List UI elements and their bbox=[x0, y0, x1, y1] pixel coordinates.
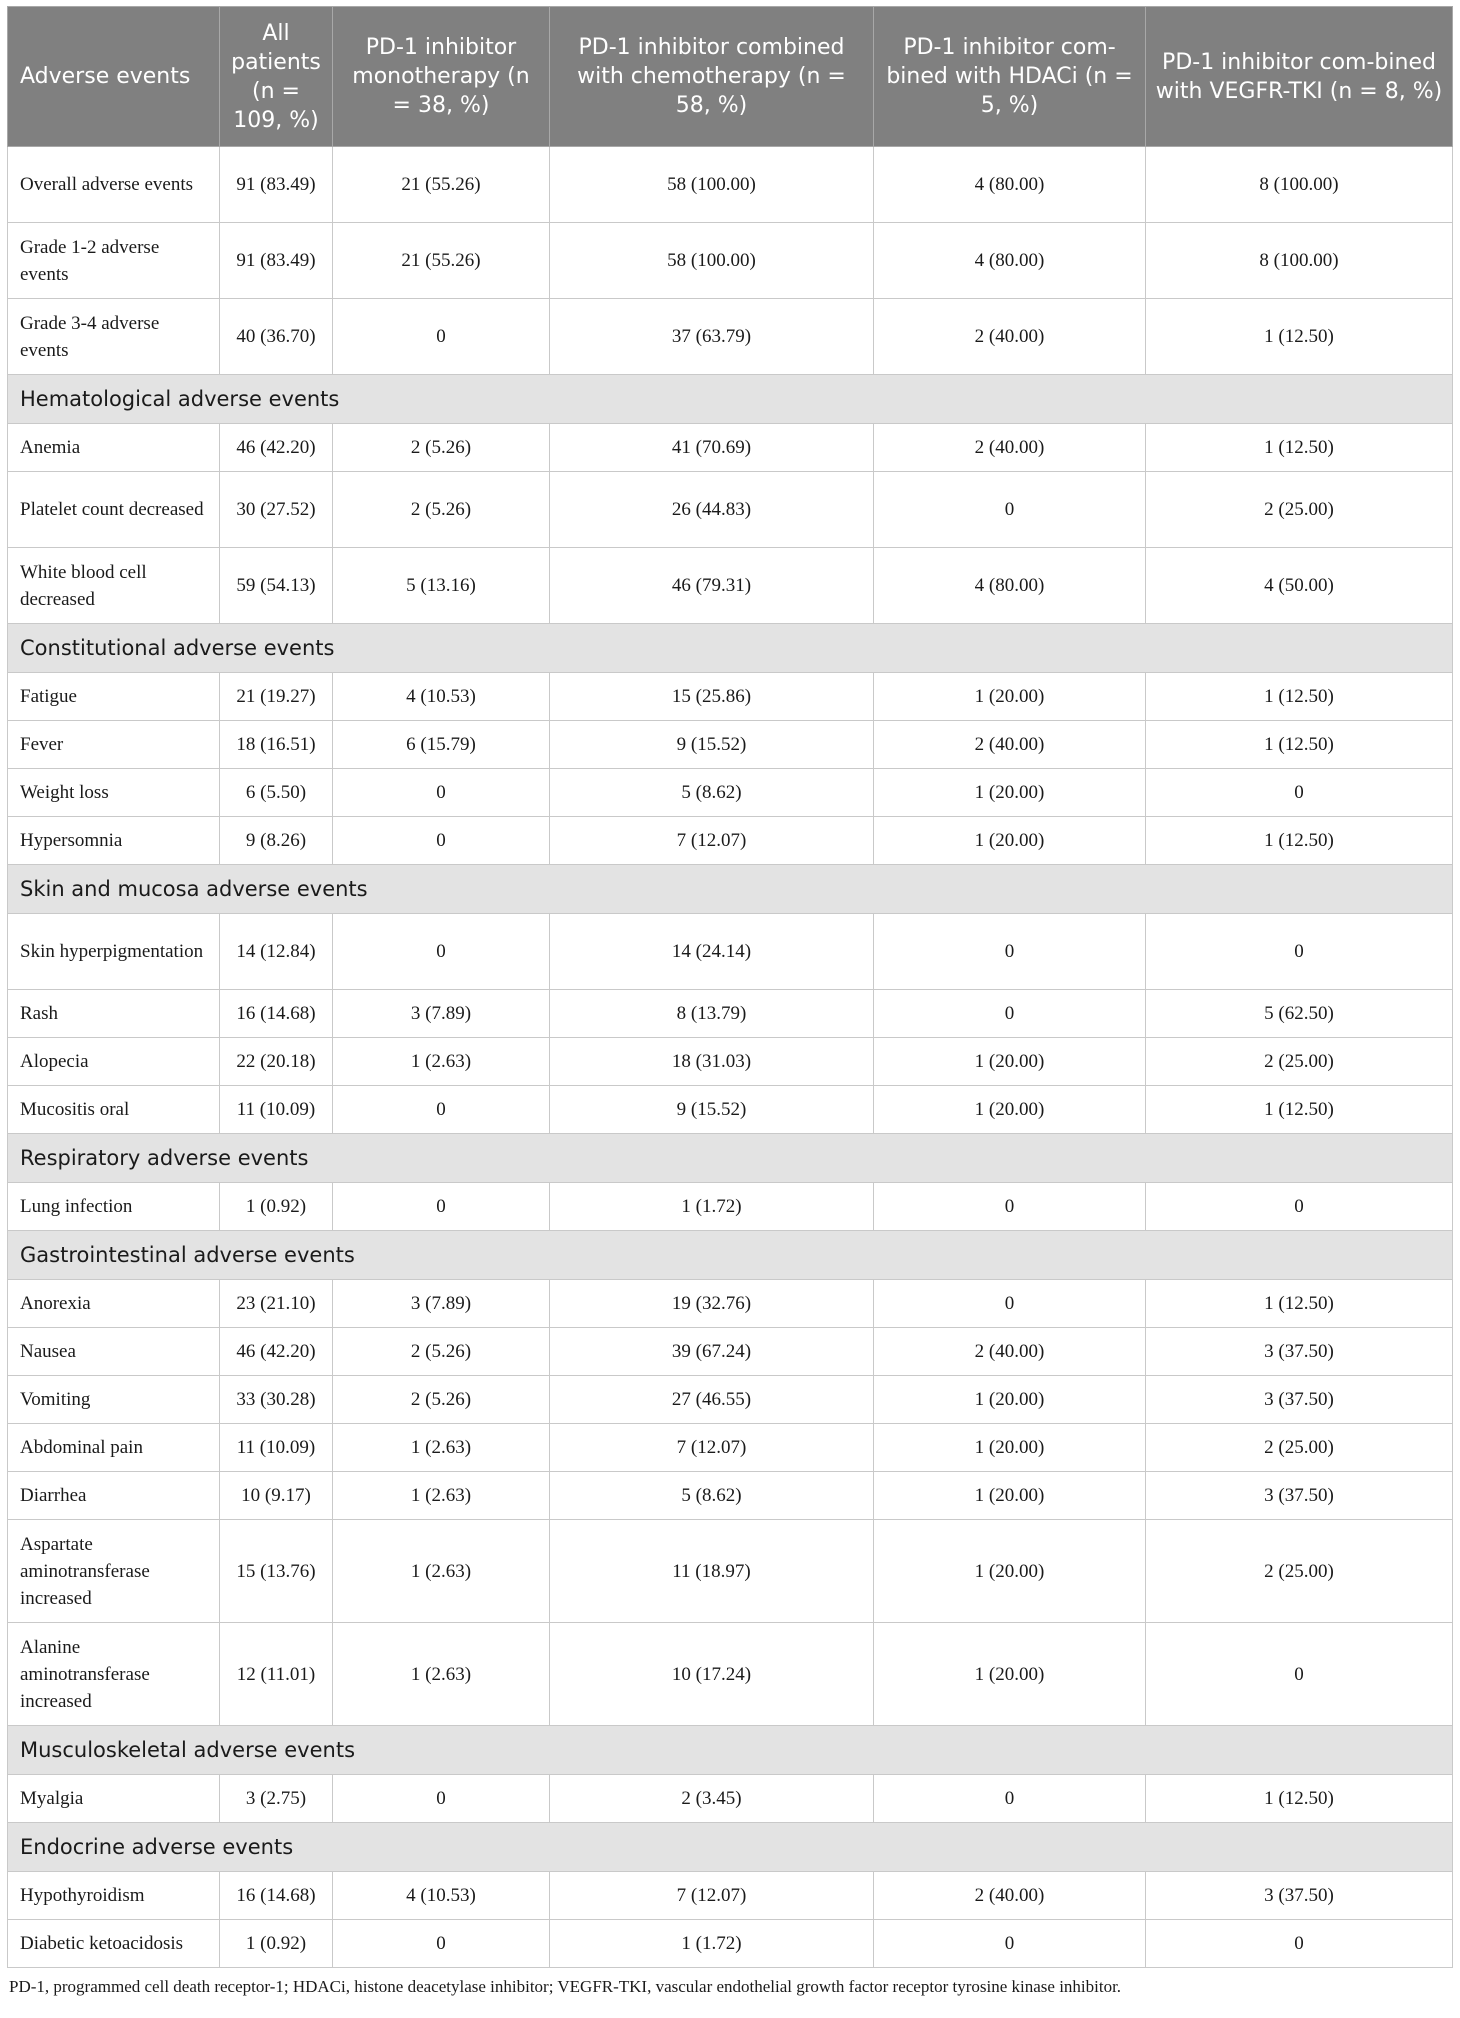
monotherapy-cell: 0 bbox=[333, 1086, 550, 1134]
chemotherapy-cell: 58 (100.00) bbox=[550, 223, 874, 299]
event-label-cell: Aspartate aminotransferase increased bbox=[8, 1520, 220, 1623]
table-row bbox=[8, 1280, 1453, 1328]
monotherapy-cell: 21 (55.26) bbox=[333, 147, 550, 223]
event-label-cell: Anorexia bbox=[8, 1280, 220, 1328]
table-row bbox=[8, 548, 1453, 624]
chemotherapy-cell: 7 (12.07) bbox=[550, 1424, 874, 1472]
hdaci-cell: 4 (80.00) bbox=[874, 223, 1146, 299]
monotherapy-cell: 3 (7.89) bbox=[333, 1280, 550, 1328]
hdaci-cell: 4 (80.00) bbox=[874, 147, 1146, 223]
table-row bbox=[8, 1424, 1453, 1472]
hdaci-cell: 2 (40.00) bbox=[874, 1328, 1146, 1376]
table-row bbox=[8, 147, 1453, 223]
vegfr-tki-cell: 3 (37.50) bbox=[1146, 1376, 1453, 1424]
monotherapy-cell: 3 (7.89) bbox=[333, 990, 550, 1038]
event-label-cell: Hypothyroidism bbox=[8, 1872, 220, 1920]
section-header-row bbox=[8, 624, 1453, 673]
chemotherapy-cell: 46 (79.31) bbox=[550, 548, 874, 624]
hdaci-cell: 1 (20.00) bbox=[874, 769, 1146, 817]
vegfr-tki-cell: 2 (25.00) bbox=[1146, 1520, 1453, 1623]
hdaci-cell: 1 (20.00) bbox=[874, 1623, 1146, 1726]
monotherapy-cell: 0 bbox=[333, 914, 550, 990]
table-row bbox=[8, 1038, 1453, 1086]
table-row bbox=[8, 1376, 1453, 1424]
hdaci-cell: 4 (80.00) bbox=[874, 548, 1146, 624]
event-label-cell: Grade 3-4 adverse events bbox=[8, 299, 220, 375]
hdaci-cell: 2 (40.00) bbox=[874, 1872, 1146, 1920]
monotherapy-cell: 1 (2.63) bbox=[333, 1623, 550, 1726]
table-row bbox=[8, 817, 1453, 865]
table-row bbox=[8, 1920, 1453, 1968]
hdaci-cell: 1 (20.00) bbox=[874, 1520, 1146, 1623]
section-label: Constitutional adverse events bbox=[8, 624, 1453, 673]
chemotherapy-cell: 5 (8.62) bbox=[550, 769, 874, 817]
hdaci-cell: 0 bbox=[874, 472, 1146, 548]
vegfr-tki-cell: 2 (25.00) bbox=[1146, 1424, 1453, 1472]
hdaci-cell: 1 (20.00) bbox=[874, 1038, 1146, 1086]
all-patients-cell: 9 (8.26) bbox=[220, 817, 333, 865]
all-patients-cell: 6 (5.50) bbox=[220, 769, 333, 817]
table-row bbox=[8, 299, 1453, 375]
hdaci-cell: 0 bbox=[874, 914, 1146, 990]
all-patients-cell: 3 (2.75) bbox=[220, 1775, 333, 1823]
vegfr-tki-cell: 1 (12.50) bbox=[1146, 817, 1453, 865]
chemotherapy-cell: 7 (12.07) bbox=[550, 817, 874, 865]
monotherapy-cell: 0 bbox=[333, 1920, 550, 1968]
monotherapy-cell: 2 (5.26) bbox=[333, 472, 550, 548]
table-row bbox=[8, 990, 1453, 1038]
section-header-row bbox=[8, 1726, 1453, 1775]
table-body bbox=[8, 147, 1453, 1968]
table-header-row bbox=[8, 7, 1453, 147]
hdaci-cell: 2 (40.00) bbox=[874, 299, 1146, 375]
table-row bbox=[8, 1328, 1453, 1376]
vegfr-tki-cell: 3 (37.50) bbox=[1146, 1872, 1453, 1920]
all-patients-cell: 10 (9.17) bbox=[220, 1472, 333, 1520]
event-label-cell: Skin hyperpigmentation bbox=[8, 914, 220, 990]
event-label-cell: Platelet count decreased bbox=[8, 472, 220, 548]
section-label: Musculoskeletal adverse events bbox=[8, 1726, 1453, 1775]
monotherapy-cell: 1 (2.63) bbox=[333, 1424, 550, 1472]
header-chemotherapy: PD-1 inhibitor combined with chemotherapy (n = 58, %) bbox=[550, 7, 874, 147]
event-label-cell: Fever bbox=[8, 721, 220, 769]
all-patients-cell: 21 (19.27) bbox=[220, 673, 333, 721]
event-label-cell: Grade 1-2 adverse events bbox=[8, 223, 220, 299]
all-patients-cell: 40 (36.70) bbox=[220, 299, 333, 375]
header-hdaci: PD-1 inhibitor com-bined with HDACi (n = 5, %) bbox=[874, 7, 1146, 147]
chemotherapy-cell: 2 (3.45) bbox=[550, 1775, 874, 1823]
monotherapy-cell: 2 (5.26) bbox=[333, 1376, 550, 1424]
monotherapy-cell: 5 (13.16) bbox=[333, 548, 550, 624]
vegfr-tki-cell: 0 bbox=[1146, 1623, 1453, 1726]
event-label-cell: Abdominal pain bbox=[8, 1424, 220, 1472]
monotherapy-cell: 0 bbox=[333, 1775, 550, 1823]
vegfr-tki-cell: 2 (25.00) bbox=[1146, 472, 1453, 548]
section-label: Endocrine adverse events bbox=[8, 1823, 1453, 1872]
vegfr-tki-cell: 3 (37.50) bbox=[1146, 1472, 1453, 1520]
event-label-cell: Alopecia bbox=[8, 1038, 220, 1086]
event-label-cell: White blood cell decreased bbox=[8, 548, 220, 624]
hdaci-cell: 1 (20.00) bbox=[874, 1086, 1146, 1134]
monotherapy-cell: 0 bbox=[333, 299, 550, 375]
all-patients-cell: 14 (12.84) bbox=[220, 914, 333, 990]
all-patients-cell: 91 (83.49) bbox=[220, 223, 333, 299]
hdaci-cell: 1 (20.00) bbox=[874, 817, 1146, 865]
table-row bbox=[8, 1623, 1453, 1726]
vegfr-tki-cell: 0 bbox=[1146, 769, 1453, 817]
all-patients-cell: 1 (0.92) bbox=[220, 1183, 333, 1231]
section-label: Hematological adverse events bbox=[8, 375, 1453, 424]
table-row bbox=[8, 673, 1453, 721]
vegfr-tki-cell: 0 bbox=[1146, 914, 1453, 990]
chemotherapy-cell: 7 (12.07) bbox=[550, 1872, 874, 1920]
hdaci-cell: 1 (20.00) bbox=[874, 1376, 1146, 1424]
chemotherapy-cell: 37 (63.79) bbox=[550, 299, 874, 375]
all-patients-cell: 23 (21.10) bbox=[220, 1280, 333, 1328]
monotherapy-cell: 1 (2.63) bbox=[333, 1520, 550, 1623]
event-label-cell: Vomiting bbox=[8, 1376, 220, 1424]
vegfr-tki-cell: 8 (100.00) bbox=[1146, 223, 1453, 299]
hdaci-cell: 0 bbox=[874, 1280, 1146, 1328]
chemotherapy-cell: 11 (18.97) bbox=[550, 1520, 874, 1623]
event-label-cell: Lung infection bbox=[8, 1183, 220, 1231]
event-label-cell: Weight loss bbox=[8, 769, 220, 817]
event-label-cell: Fatigue bbox=[8, 673, 220, 721]
monotherapy-cell: 21 (55.26) bbox=[333, 223, 550, 299]
all-patients-cell: 33 (30.28) bbox=[220, 1376, 333, 1424]
vegfr-tki-cell: 2 (25.00) bbox=[1146, 1038, 1453, 1086]
all-patients-cell: 59 (54.13) bbox=[220, 548, 333, 624]
chemotherapy-cell: 19 (32.76) bbox=[550, 1280, 874, 1328]
section-label: Gastrointestinal adverse events bbox=[8, 1231, 1453, 1280]
all-patients-cell: 46 (42.20) bbox=[220, 424, 333, 472]
event-label-cell: Overall adverse events bbox=[8, 147, 220, 223]
header-vegfr-tki: PD-1 inhibitor com-bined with VEGFR-TKI (n = 8, %) bbox=[1146, 7, 1453, 147]
table-row bbox=[8, 769, 1453, 817]
vegfr-tki-cell: 1 (12.50) bbox=[1146, 299, 1453, 375]
chemotherapy-cell: 26 (44.83) bbox=[550, 472, 874, 548]
table-footnote: PD-1, programmed cell death receptor-1; HDACi, histone deacetylase inhibitor; VEGFR-TKI, vascular endothelial growth factor receptor tyrosine kinase inhibitor. bbox=[9, 1977, 1122, 1996]
table-row bbox=[8, 472, 1453, 548]
monotherapy-cell: 2 (5.26) bbox=[333, 1328, 550, 1376]
header-adverse-events: Adverse events bbox=[8, 7, 220, 147]
vegfr-tki-cell: 1 (12.50) bbox=[1146, 1775, 1453, 1823]
all-patients-cell: 22 (20.18) bbox=[220, 1038, 333, 1086]
monotherapy-cell: 1 (2.63) bbox=[333, 1038, 550, 1086]
event-label-cell: Mucositis oral bbox=[8, 1086, 220, 1134]
monotherapy-cell: 0 bbox=[333, 769, 550, 817]
hdaci-cell: 0 bbox=[874, 990, 1146, 1038]
table-row bbox=[8, 1183, 1453, 1231]
event-label-cell: Diabetic ketoacidosis bbox=[8, 1920, 220, 1968]
table-row bbox=[8, 223, 1453, 299]
section-label: Respiratory adverse events bbox=[8, 1134, 1453, 1183]
event-label-cell: Anemia bbox=[8, 424, 220, 472]
header-all-patients: All patients (n = 109, %) bbox=[220, 7, 333, 147]
event-label-cell: Hypersomnia bbox=[8, 817, 220, 865]
table-row bbox=[8, 424, 1453, 472]
vegfr-tki-cell: 3 (37.50) bbox=[1146, 1328, 1453, 1376]
event-label-cell: Rash bbox=[8, 990, 220, 1038]
vegfr-tki-cell: 1 (12.50) bbox=[1146, 1280, 1453, 1328]
chemotherapy-cell: 15 (25.86) bbox=[550, 673, 874, 721]
table-row bbox=[8, 1520, 1453, 1623]
chemotherapy-cell: 39 (67.24) bbox=[550, 1328, 874, 1376]
section-header-row bbox=[8, 1231, 1453, 1280]
all-patients-cell: 30 (27.52) bbox=[220, 472, 333, 548]
vegfr-tki-cell: 8 (100.00) bbox=[1146, 147, 1453, 223]
hdaci-cell: 1 (20.00) bbox=[874, 1472, 1146, 1520]
all-patients-cell: 1 (0.92) bbox=[220, 1920, 333, 1968]
table-row bbox=[8, 1472, 1453, 1520]
vegfr-tki-cell: 5 (62.50) bbox=[1146, 990, 1453, 1038]
chemotherapy-cell: 41 (70.69) bbox=[550, 424, 874, 472]
vegfr-tki-cell: 1 (12.50) bbox=[1146, 721, 1453, 769]
monotherapy-cell: 4 (10.53) bbox=[333, 673, 550, 721]
hdaci-cell: 1 (20.00) bbox=[874, 673, 1146, 721]
vegfr-tki-cell: 1 (12.50) bbox=[1146, 1086, 1453, 1134]
section-label: Skin and mucosa adverse events bbox=[8, 865, 1453, 914]
all-patients-cell: 18 (16.51) bbox=[220, 721, 333, 769]
chemotherapy-cell: 5 (8.62) bbox=[550, 1472, 874, 1520]
all-patients-cell: 15 (13.76) bbox=[220, 1520, 333, 1623]
chemotherapy-cell: 1 (1.72) bbox=[550, 1920, 874, 1968]
hdaci-cell: 0 bbox=[874, 1183, 1146, 1231]
chemotherapy-cell: 1 (1.72) bbox=[550, 1183, 874, 1231]
chemotherapy-cell: 18 (31.03) bbox=[550, 1038, 874, 1086]
section-header-row bbox=[8, 375, 1453, 424]
all-patients-cell: 16 (14.68) bbox=[220, 990, 333, 1038]
all-patients-cell: 11 (10.09) bbox=[220, 1424, 333, 1472]
section-header-row bbox=[8, 1823, 1453, 1872]
vegfr-tki-cell: 4 (50.00) bbox=[1146, 548, 1453, 624]
hdaci-cell: 0 bbox=[874, 1775, 1146, 1823]
all-patients-cell: 46 (42.20) bbox=[220, 1328, 333, 1376]
chemotherapy-cell: 58 (100.00) bbox=[550, 147, 874, 223]
table-row bbox=[8, 914, 1453, 990]
hdaci-cell: 0 bbox=[874, 1920, 1146, 1968]
all-patients-cell: 91 (83.49) bbox=[220, 147, 333, 223]
event-label-cell: Diarrhea bbox=[8, 1472, 220, 1520]
chemotherapy-cell: 9 (15.52) bbox=[550, 721, 874, 769]
hdaci-cell: 1 (20.00) bbox=[874, 1424, 1146, 1472]
all-patients-cell: 11 (10.09) bbox=[220, 1086, 333, 1134]
event-label-cell: Nausea bbox=[8, 1328, 220, 1376]
chemotherapy-cell: 14 (24.14) bbox=[550, 914, 874, 990]
monotherapy-cell: 4 (10.53) bbox=[333, 1872, 550, 1920]
monotherapy-cell: 2 (5.26) bbox=[333, 424, 550, 472]
all-patients-cell: 16 (14.68) bbox=[220, 1872, 333, 1920]
section-header-row bbox=[8, 865, 1453, 914]
section-header-row bbox=[8, 1134, 1453, 1183]
chemotherapy-cell: 10 (17.24) bbox=[550, 1623, 874, 1726]
chemotherapy-cell: 8 (13.79) bbox=[550, 990, 874, 1038]
header-monotherapy: PD-1 inhibitor monotherapy (n = 38, %) bbox=[333, 7, 550, 147]
vegfr-tki-cell: 1 (12.50) bbox=[1146, 424, 1453, 472]
monotherapy-cell: 0 bbox=[333, 817, 550, 865]
vegfr-tki-cell: 0 bbox=[1146, 1183, 1453, 1231]
hdaci-cell: 2 (40.00) bbox=[874, 424, 1146, 472]
event-label-cell: Myalgia bbox=[8, 1775, 220, 1823]
table-row bbox=[8, 1086, 1453, 1134]
table-row bbox=[8, 721, 1453, 769]
monotherapy-cell: 0 bbox=[333, 1183, 550, 1231]
all-patients-cell: 12 (11.01) bbox=[220, 1623, 333, 1726]
table-row bbox=[8, 1872, 1453, 1920]
hdaci-cell: 2 (40.00) bbox=[874, 721, 1146, 769]
adverse-events-table bbox=[7, 6, 1453, 1968]
table-row bbox=[8, 1775, 1453, 1823]
vegfr-tki-cell: 1 (12.50) bbox=[1146, 673, 1453, 721]
adverse-events-document bbox=[7, 6, 1452, 1999]
chemotherapy-cell: 27 (46.55) bbox=[550, 1376, 874, 1424]
chemotherapy-cell: 9 (15.52) bbox=[550, 1086, 874, 1134]
event-label-cell: Alanine aminotransferase increased bbox=[8, 1623, 220, 1726]
monotherapy-cell: 6 (15.79) bbox=[333, 721, 550, 769]
vegfr-tki-cell: 0 bbox=[1146, 1920, 1453, 1968]
monotherapy-cell: 1 (2.63) bbox=[333, 1472, 550, 1520]
